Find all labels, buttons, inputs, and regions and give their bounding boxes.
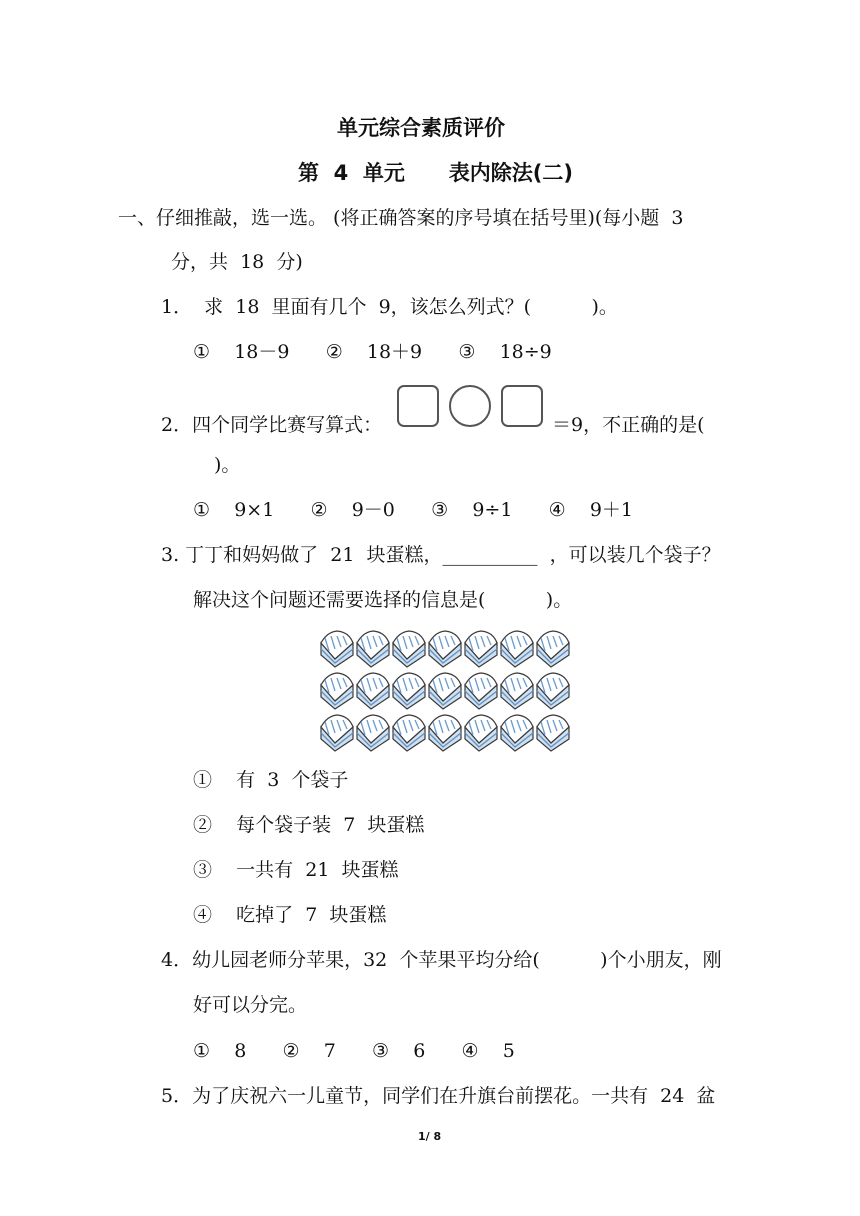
cake-slice-icon bbox=[393, 631, 425, 667]
question-5-stem: 5．为了庆祝六一儿童节，同学们在升旗台前摆花。一共有 24 盆 bbox=[161, 1085, 716, 1107]
cake-slice-icon bbox=[465, 673, 497, 709]
square-box-icon bbox=[501, 385, 543, 427]
cake-slice-icon bbox=[429, 715, 461, 751]
question-3-stem-cont: 解决这个问题还需要选择的信息是( )。 bbox=[193, 589, 573, 611]
cake-slice-icon bbox=[393, 715, 425, 751]
cake-slice-icon bbox=[321, 715, 353, 751]
question-4-options: ① 8 ② 7 ③ 6 ④ 5 bbox=[193, 1040, 515, 1062]
cake-slice-icon bbox=[429, 673, 461, 709]
cake-slice-icon bbox=[537, 715, 569, 751]
cake-slice-icon bbox=[429, 631, 461, 667]
cake-slice-icon bbox=[537, 673, 569, 709]
cake-slice-icon bbox=[501, 715, 533, 751]
question-3-option-2: ② 每个袋子装 7 块蛋糕 bbox=[193, 814, 425, 836]
cake-slice-icon bbox=[501, 673, 533, 709]
question-2-stem-suffix: ＝9，不正确的是( bbox=[552, 414, 705, 436]
question-3-option-1: ① 有 3 个袋子 bbox=[193, 769, 349, 791]
question-4-stem-cont: 好可以分完。 bbox=[193, 994, 308, 1016]
cake-slices-image bbox=[318, 628, 573, 752]
circle-icon bbox=[449, 385, 491, 427]
question-4-stem: 4．幼儿园老师分苹果，32 个苹果平均分给( )个小朋友，刚 bbox=[161, 949, 722, 971]
cake-slice-icon bbox=[321, 673, 353, 709]
question-2-stem-end: )。 bbox=[214, 454, 241, 476]
cake-slice-icon bbox=[537, 631, 569, 667]
question-2-stem: 2．四个同学比赛写算式： bbox=[161, 414, 383, 436]
section-heading-cont: 分，共 18 分) bbox=[171, 251, 303, 273]
cake-slice-icon bbox=[393, 673, 425, 709]
cake-slice-icon bbox=[465, 715, 497, 751]
cake-slice-icon bbox=[357, 631, 389, 667]
question-3-option-3: ③ 一共有 21 块蛋糕 bbox=[193, 859, 399, 881]
question-1-options: ① 18－9 ② 18＋9 ③ 18÷9 bbox=[193, 341, 552, 363]
cake-slice-icon bbox=[465, 631, 497, 667]
question-3-stem: 3. 丁丁和妈妈做了 21 块蛋糕，__________ ，可以装几个袋子？ bbox=[161, 544, 721, 566]
cake-slice-icon bbox=[357, 673, 389, 709]
question-3-option-4: ④ 吃掉了 7 块蛋糕 bbox=[193, 904, 387, 926]
square-box-icon bbox=[397, 385, 439, 427]
cake-slice-icon bbox=[501, 631, 533, 667]
question-1-stem: 1． 求 18 里面有几个 9，该怎么列式？( )。 bbox=[161, 296, 618, 318]
page-title: 单元综合素质评价 bbox=[337, 116, 505, 140]
page-number: 1/ 8 bbox=[418, 1130, 442, 1143]
cake-slice-icon bbox=[357, 715, 389, 751]
question-2-options: ① 9×1 ② 9－0 ③ 9÷1 ④ 9＋1 bbox=[193, 499, 634, 521]
unit-subtitle: 第 4 单元 表内除法(二) bbox=[298, 161, 573, 185]
cake-slice-icon bbox=[321, 631, 353, 667]
section-heading: 一、仔细推敲，选一选。 (将正确答案的序号填在括号里)(每小题 3 bbox=[118, 207, 684, 229]
